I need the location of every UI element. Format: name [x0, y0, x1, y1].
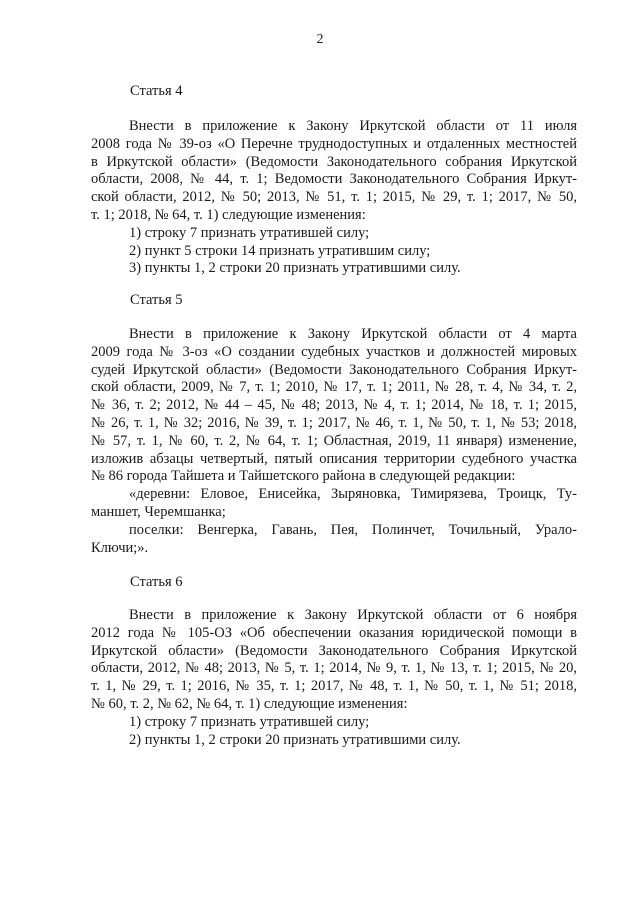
article-6-heading: Статья 6: [130, 574, 183, 590]
text-line: области, 2008, № 44, т. 1; Ведомости Законодательного Собрания Иркут-: [91, 171, 577, 188]
text-line: судей Иркутской области» (Ведомости Законодательного Собрания Иркут-: [91, 361, 577, 378]
text-line: изложив абзацы четвертый, пятый описания территории судебного участка: [91, 450, 577, 467]
text-line: № 26, т. 1, № 32; 2016, № 39, т. 1; 2017, № 46, т. 1, № 50, т. 1, № 53; 2018,: [91, 414, 577, 431]
text-line: в Иркутской области» (Ведомости Законодательного собрания Иркутской: [91, 153, 577, 170]
quote-line: Ключи;».: [91, 539, 149, 556]
quote-line: «деревни: Еловое, Енисейка, Зыряновка, Тимирязева, Троицк, Ту-: [129, 486, 577, 503]
list-item: 2) пункты 1, 2 строки 20 признать утратившими силу.: [129, 731, 461, 748]
list-item: 1) строку 7 признать утратившей силу;: [129, 224, 370, 241]
quote-line: маншет, Черемшанка;: [91, 503, 226, 520]
article-5-body: [91, 326, 577, 557]
text-line: № 60, т. 2, № 62, № 64, т. 1) следующие изменения:: [91, 695, 408, 712]
text-line: ской области, 2012, № 50; 2013, № 51, т. 1; 2015, № 29, т. 1; 2017, № 50,: [91, 189, 577, 206]
text-line: 2012 года № 105-ОЗ «Об обеспечении оказания юридической помощи в: [91, 624, 577, 641]
text-line: Внести в приложение к Закону Иркутской области от 11 июля: [129, 118, 577, 134]
text-line: 2009 года № 3-оз «О создании судебных участков и должностей мировых: [91, 343, 577, 360]
text-line: № 36, т. 2; 2012, № 44 – 45, № 48; 2013, № 4, т. 1; 2014, № 18, т. 1; 2015,: [91, 397, 577, 414]
text-line: Внести в приложение к Закону Иркутской области от 6 ноября: [129, 607, 577, 623]
text-line: т. 1; 2018, № 64, т. 1) следующие изменения:: [91, 206, 366, 223]
article-5-heading: Статья 5: [130, 292, 183, 308]
text-line: № 57, т. 1, № 60, т. 2, № 64, т. 1; Областная, 2019, 11 января) изменение,: [91, 432, 577, 449]
quote-line: поселки: Венгерка, Гавань, Пея, Полинчет, Точильный, Урало-: [129, 521, 577, 538]
text-line: ской области, 2009, № 7, т. 1; 2010, № 17, т. 1; 2011, № 28, т. 4, № 34, т. 2,: [91, 379, 577, 396]
text-line: области, 2012, № 48; 2013, № 5, т. 1; 2014, № 9, т. 1, № 13, т. 1; 2015, № 20,: [91, 660, 577, 677]
article-4-heading: Статья 4: [130, 83, 183, 99]
text-line: 2008 года № 39-оз «О Перечне труднодоступных и отдаленных местностей: [91, 135, 577, 152]
text-line: Иркутской области» (Ведомости Законодательного Собрания Иркутской: [91, 642, 577, 659]
text-line: № 86 города Тайшета и Тайшетского района в следующей редакции:: [91, 468, 516, 485]
article-6-body: [91, 607, 577, 749]
list-item: 1) строку 7 признать утратившей силу;: [129, 713, 370, 730]
list-item: 2) пункт 5 строки 14 признать утратившим силу;: [129, 242, 431, 259]
text-line: Внести в приложение к Закону Иркутской области от 4 марта: [129, 326, 577, 342]
page-number: 2: [316, 32, 324, 47]
text-line: т. 1, № 29, т. 1; 2016, № 35, т. 1; 2017, № 48, т. 1, № 50, т. 1, № 51; 2018,: [91, 678, 577, 695]
article-4-body: [91, 118, 577, 278]
list-item: 3) пункты 1, 2 строки 20 признать утратившими силу.: [129, 260, 461, 277]
